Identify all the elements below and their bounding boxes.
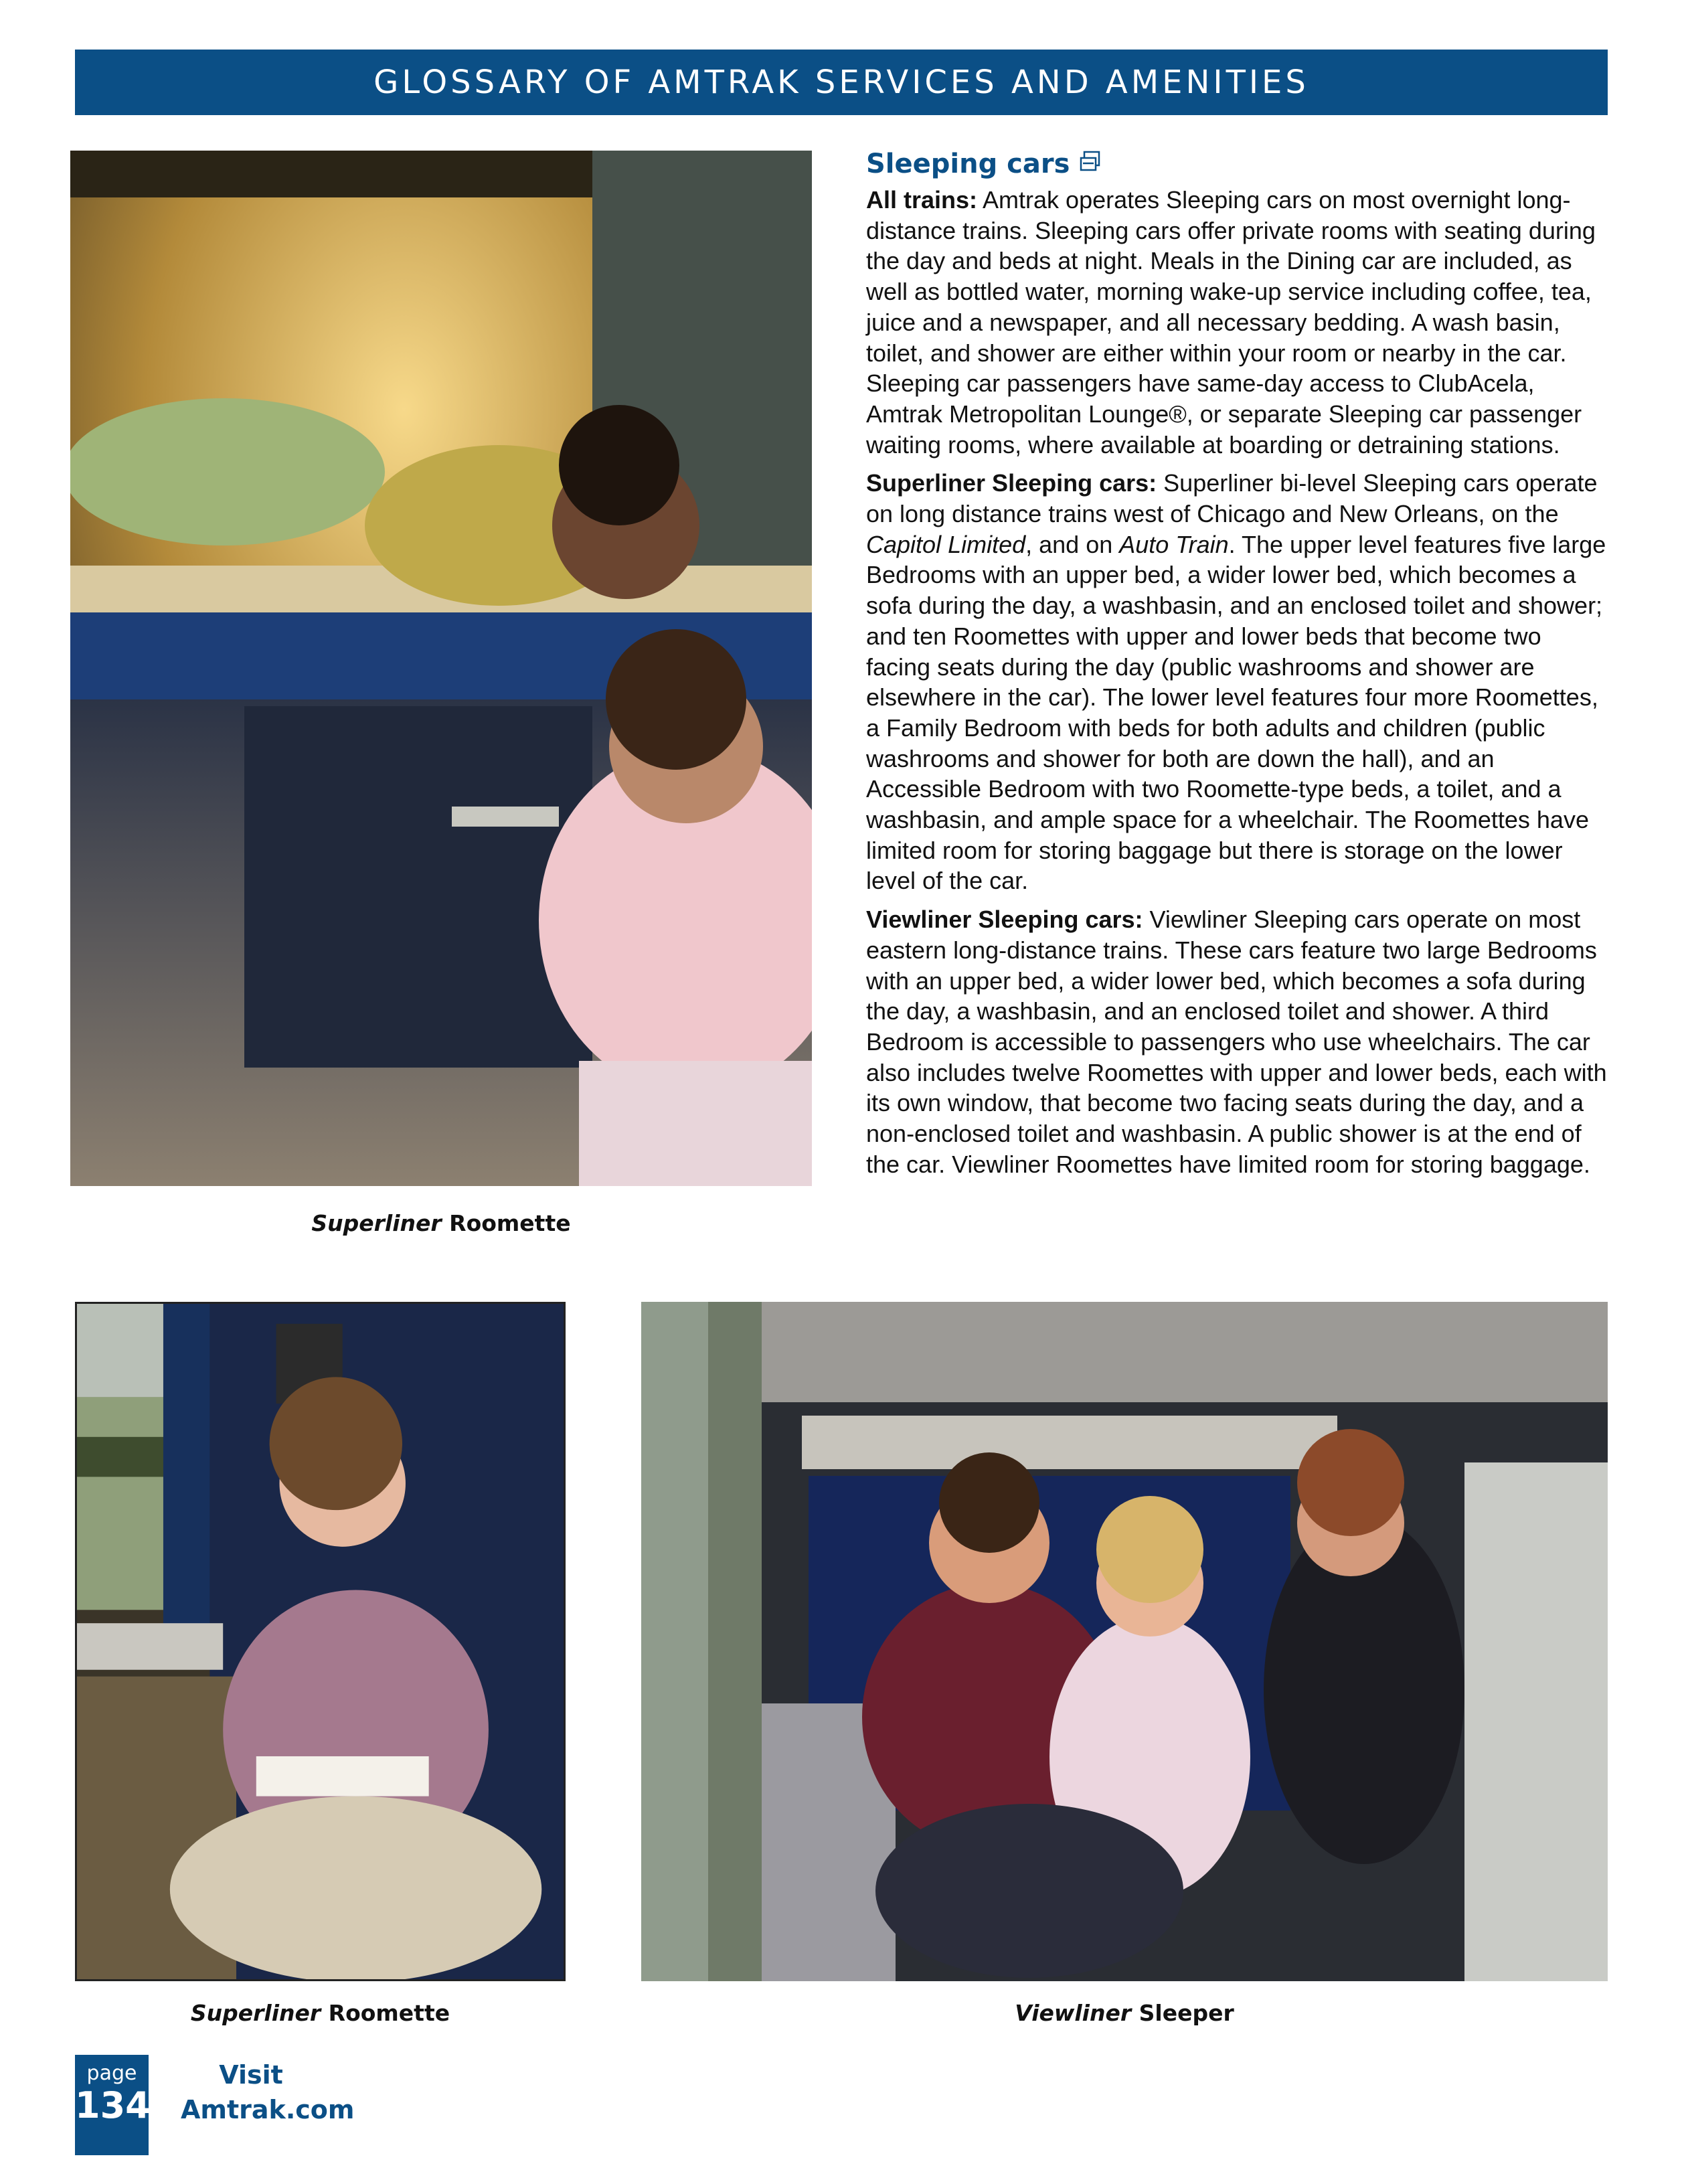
caption-italic: Superliner [190,2000,321,2026]
caption-plain: Roomette [321,2000,450,2026]
train-name: Capitol Limited [866,530,1026,558]
caption-photo-1 [70,1210,812,1236]
para-text: Viewliner Sleeping cars operate on most eastern long-distance trains. These cars feature two large Bedrooms with an upper bed, a wider lower bed, which becomes a sofa during the day, a washbasin, and an enclosed toilet and shower. A third Bedroom is accessible to passengers who use wheelchairs. The car also includes twelve Roomettes with upper and lower beds, each with its own window, that become two facing seats during the day, and a non-enclosed toilet and washbasin. A public shower is at the end of the car. Viewliner Roomettes have limited room for storing baggage. [866,906,1607,1178]
sleeping-car-icon [1079,149,1102,179]
page-number-badge [75,2055,149,2155]
page-number: 134 [75,2084,151,2126]
para-text: Amtrak operates Sleeping cars on most overnight long-distance trains. Sleeping cars offer private rooms with seating during the day and beds at night. Meals in the Dining car are included, as well as bottled water, morning wake-up service including coffee, tea, juice and a newspaper, and all necessary bedding. A wash basin, toilet, and shower are either within your room or nearby in the car. Sleeping car passengers have same-day access to ClubAcela, Amtrak Metropolitan Lounge®, or separate Sleeping car passenger waiting rooms, where available at boarding or detraining stations. [866,186,1596,458]
caption-italic: Viewliner [1015,2000,1132,2026]
paragraph-all-trains [866,185,1610,460]
para-text: . The upper level features five large Bedrooms with an upper bed, a wider lower bed, which becomes a sofa during the day, a washbasin, and an enclosed toilet and shower; and ten Roomettes with upper and lower beds that become two facing seats during the day (public washrooms and shower are elsewhere in the car). The lower level features four more Roomettes, a Family Bedroom with beds for both adults and children (public washrooms and shower for both are down the hall), and an Accessible Bedroom with two Roomette-type beds, a toilet, and a washbasin, and ample space for a wheelchair. The Roomettes have limited room for storing baggage but there is storage on the lower level of the car. [866,530,1606,895]
visit-link[interactable] [181,2057,355,2127]
page-label: page [86,2062,137,2085]
train-name: Auto Train [1119,530,1229,558]
section-heading-text: Sleeping cars [866,149,1070,179]
caption-photo-3 [641,2000,1608,2026]
para-text: Superliner bi-level Sleeping cars operate on long distance trains west of Chicago and New Orleans, on the [866,469,1598,528]
caption-plain: Roomette [441,1210,571,1236]
caption-photo-2 [75,2000,566,2026]
para-text: , and on [1025,530,1120,558]
photo-superliner-roomette-bunks [70,151,812,1186]
sleeping-cars-section [866,149,1610,1188]
caption-plain: Sleeper [1131,2000,1234,2026]
page-title: GLOSSARY OF AMTRAK SERVICES AND AMENITIES [373,64,1309,101]
visit-line-1: Visit [219,2060,283,2090]
header-bar [75,50,1608,115]
para-label: Superliner Sleeping cars: [866,469,1157,497]
section-heading [866,149,1610,179]
para-label: All trains: [866,186,978,214]
para-label: Viewliner Sleeping cars: [866,906,1143,934]
paragraph-superliner [866,468,1610,896]
photo-viewliner-sleeper [641,1302,1608,1981]
photo-superliner-roomette-reading [75,1302,566,1981]
visit-line-2: Amtrak.com [181,2095,355,2124]
paragraph-viewliner [866,904,1610,1179]
caption-italic: Superliner [311,1210,442,1236]
